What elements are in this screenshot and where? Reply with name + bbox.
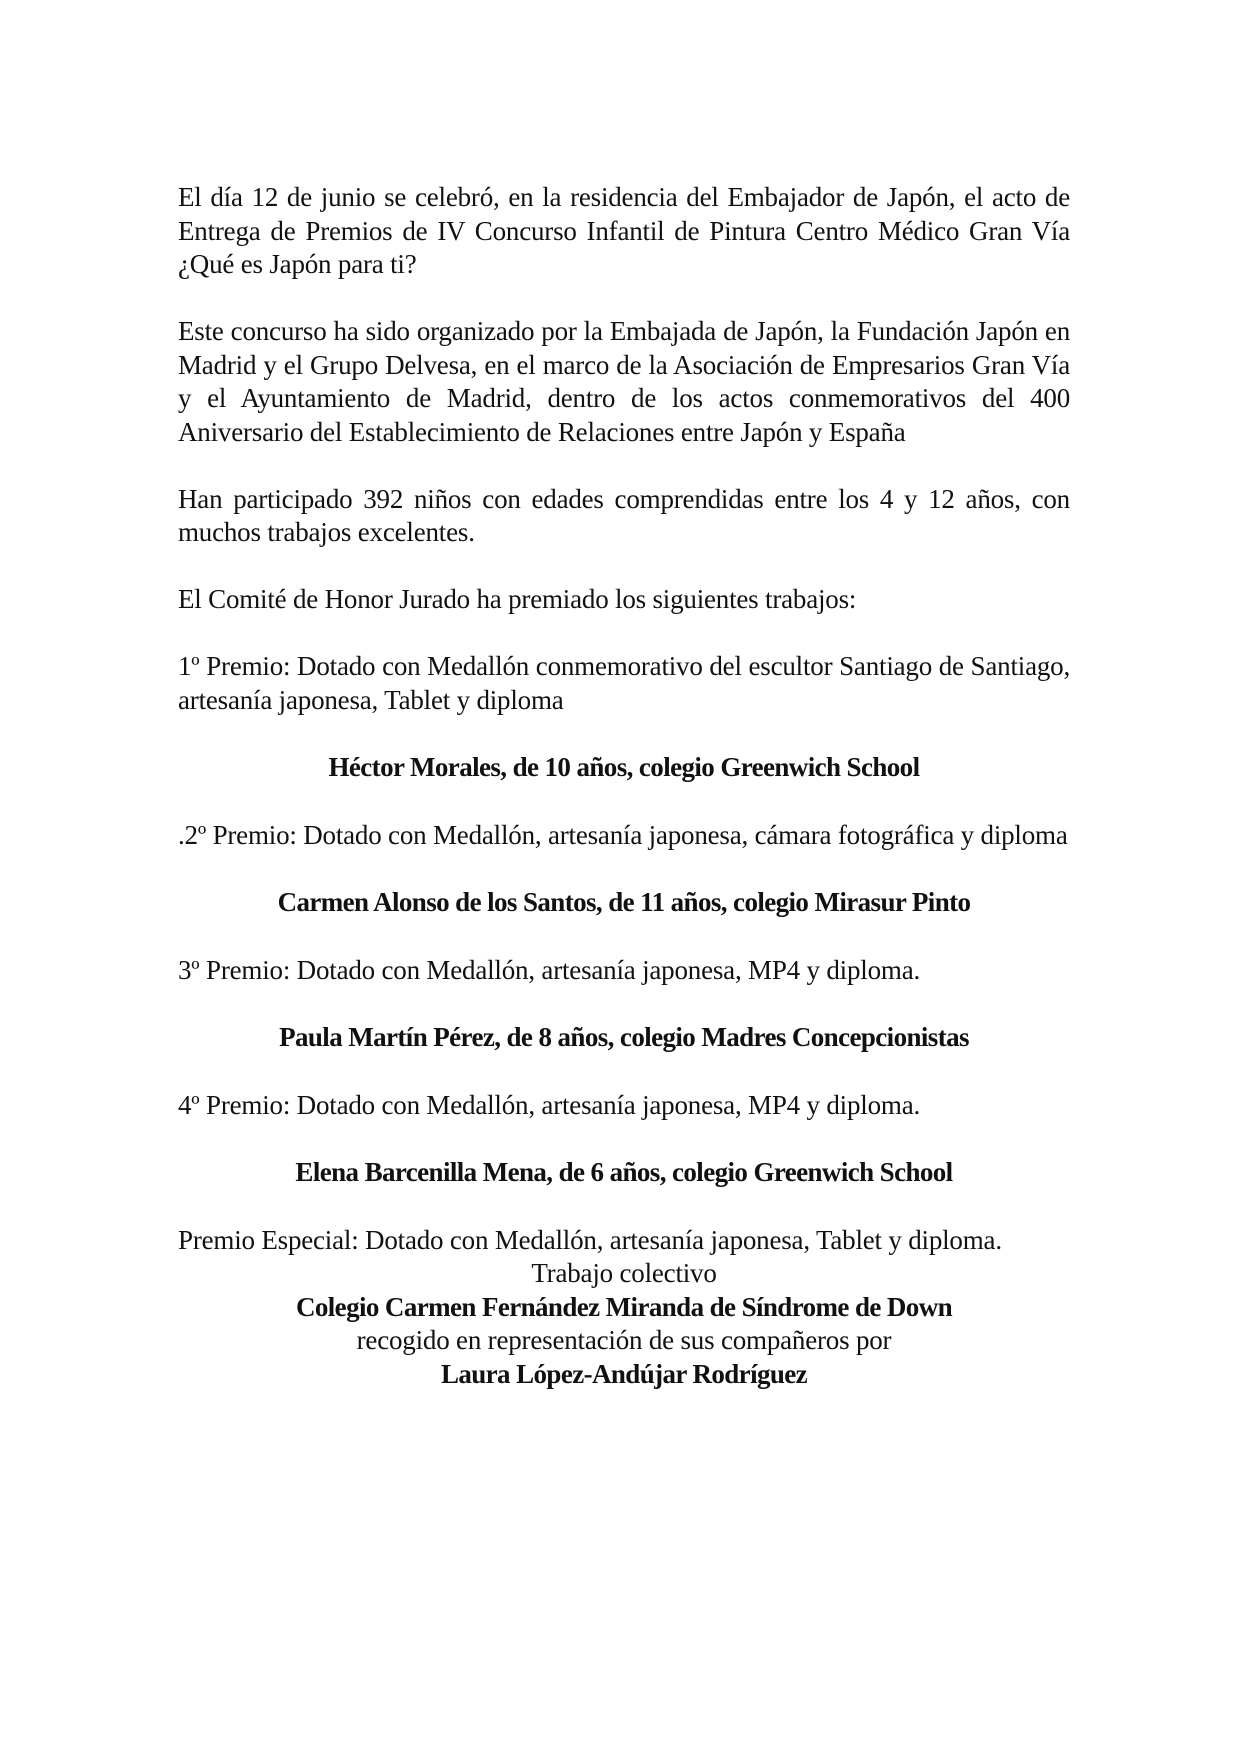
prize-1-winner: Héctor Morales, de 10 años, colegio Greenwich School <box>328 752 920 782</box>
prize-1-description: 1º Premio: Dotado con Medallón conmemorativo del escultor Santiago de Santiago, artesanía japonesa, Tablet y diploma <box>178 651 1070 715</box>
intro-paragraph: El día 12 de junio se celebró, en la residencia del Embajador de Japón, el acto de Entrega de Premios de IV Concurso Infantil de Pintura Centro Médico Gran Vía ¿Qué es Japón para ti? <box>178 182 1070 279</box>
prize-4-description: 4º Premio: Dotado con Medallón, artesanía japonesa, MP4 y diploma. <box>178 1089 921 1120</box>
special-prize-work-type: Trabajo colectivo <box>531 1258 717 1288</box>
prize-2-winner: Carmen Alonso de los Santos, de 11 años, colegio Mirasur Pinto <box>277 887 971 917</box>
prize-3-description: 3º Premio: Dotado con Medallón, artesanía japonesa, MP4 y diploma. <box>178 954 921 985</box>
document-body <box>178 181 1070 1391</box>
prize-4-winner: Elena Barcenilla Mena, de 6 años, colegio Greenwich School <box>295 1157 953 1187</box>
prize-2-description: .2º Premio: Dotado con Medallón, artesanía japonesa, cámara fotográfica y diploma <box>178 819 1068 850</box>
special-prize-representative: Laura López-Andújar Rodríguez <box>440 1358 808 1389</box>
special-prize-description: Premio Especial: Dotado con Medallón, artesanía japonesa, Tablet y diploma. <box>178 1224 1002 1255</box>
participants-paragraph: Han participado 392 niños con edades comprendidas entre los 4 y 12 años, con muchos trabajos excelentes. <box>178 483 1070 547</box>
special-prize-collected-note: recogido en representación de sus compañeros por <box>356 1325 892 1355</box>
organizers-paragraph: Este concurso ha sido organizado por la Embajada de Japón, la Fundación Japón en Madrid y el Grupo Delvesa, en el marco de la Asociación de Empresarios Gran Vía y el Ayuntamiento de Madrid, dentro de los actos conmemorativos del 400 Aniversario del Establecimiento de Relaciones entre Japón y España <box>178 316 1070 447</box>
jury-paragraph: El Comité de Honor Jurado ha premiado los siguientes trabajos: <box>178 584 857 614</box>
special-prize-school: Colegio Carmen Fernández Miranda de Síndrome de Down <box>295 1291 953 1322</box>
prize-3-winner: Paula Martín Pérez, de 8 años, colegio Madres Concepcionistas <box>279 1022 969 1052</box>
